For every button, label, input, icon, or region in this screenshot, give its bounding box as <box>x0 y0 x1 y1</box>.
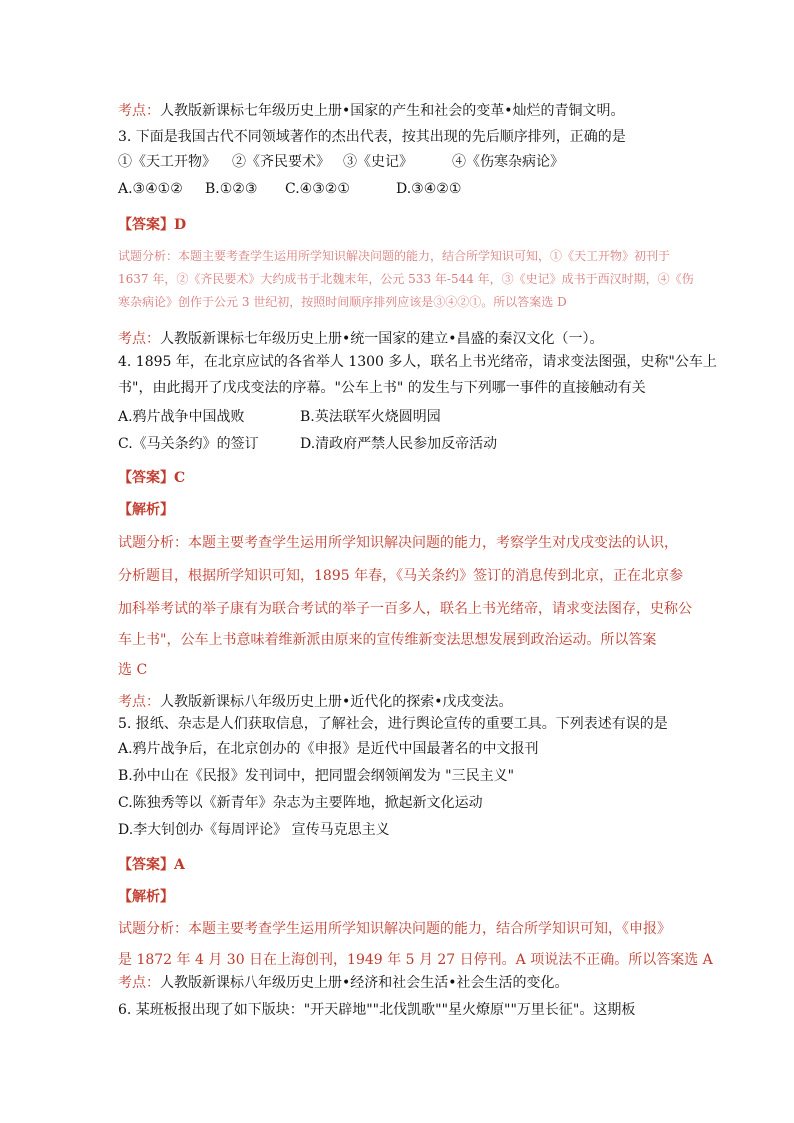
q5-analysis-line-2: 是 1872 年 4 月 30 日在上海创刊，1949 年 5 月 27 日停刊。A 项说法不正确。所以答案选 A <box>118 952 713 968</box>
q5-stem: 5. 报纸、杂志是人们获取信息，了解社会，进行舆论宣传的重要工具。下列表述有误的是 <box>118 716 668 732</box>
q5-analysis-line-1: 试题分析：本题主要考查学生运用所学知识解决问题的能力，结合所学知识可知，《申报》 <box>118 921 671 937</box>
q3-option-c: C.④③②① <box>285 181 350 197</box>
q4-analysis-line-5: 选 C <box>118 662 148 678</box>
q3-answer: 【答案】D <box>118 217 187 233</box>
q4-option-c: C.《马关条约》的签订 <box>118 436 259 452</box>
q5-option-d: D.李大钊创办《每周评论》 宣传马克思主义 <box>118 822 390 838</box>
q3-item-1: ①《天工开物》 <box>118 154 216 170</box>
q4-stem-line-2: 书"，由此揭开了戊戌变法的序幕。"公车上书" 的发生与下列哪一事件的直接触动有关 <box>118 380 646 396</box>
q4-answer: 【答案】C <box>118 470 186 486</box>
q5-kaodian <box>118 973 569 993</box>
q4-stem-line-1: 4. 1895 年，在北京应试的各省举人 1300 多人，联名上书光绪帝，请求变法图强，史称"公车上 <box>118 354 717 370</box>
q3-stem: 3. 下面是我国古代不同领域著作的杰出代表，按其出现的先后顺序排列，正确的是 <box>118 129 626 145</box>
q3-kaodian <box>118 329 604 349</box>
q4-analysis-line-1: 试题分析：本题主要考查学生运用所学知识解决问题的能力，考察学生对戊戌变法的认识， <box>118 535 678 551</box>
q5-option-a: A.鸦片战争后，在北京创办的《申报》是近代中国最著名的中文报刊 <box>118 741 539 757</box>
q3-option-d: D.③④②① <box>396 181 462 197</box>
kaodian-text: 人教版新课标八年级历史上册•经济和社会生活•社会生活的变化。 <box>160 975 569 991</box>
q4-analysis-line-2: 分析题目，根据所学知识可知，1895 年春，《马关条约》签订的消息传到北京，正在北京参 <box>118 568 684 584</box>
q4-option-a: A.鸦片战争中国战败 <box>118 409 245 425</box>
kaodian-label: 考点： <box>118 331 160 347</box>
q3-item-3: ③《史记》 <box>343 154 413 170</box>
kaodian-text: 人教版新课标七年级历史上册•统一国家的建立•昌盛的秦汉文化（一）。 <box>160 331 604 347</box>
kaodian-text: 人教版新课标八年级历史上册•近代化的探索•戊戌变法。 <box>160 694 513 710</box>
q5-answer: 【答案】A <box>118 857 185 873</box>
q4-analysis-line-3: 加科举考试的举子康有为联合考试的举子一百多人，联名上书光绪帝，请求变法图存，史称公 <box>118 601 692 617</box>
q4-option-b: B.英法联军火烧圆明园 <box>300 409 441 425</box>
q3-analysis-line-2: 1637 年，②《齐民要术》大约成书于北魏末年，公元 533 年-544 年，③《史记》成书于西汉时期，④《伤 <box>118 272 694 286</box>
q3-option-a: A.③④①② <box>118 181 183 197</box>
q3-option-b: B.①②③ <box>205 181 258 197</box>
q5-option-b: B.孙中山在《民报》发刊词中，把同盟会纲领阐发为 "三民主义" <box>118 768 515 784</box>
q5-option-c: C.陈独秀等以《新青年》杂志为主要阵地，掀起新文化运动 <box>118 795 483 811</box>
q3-item-4: ④《伤寒杂病论》 <box>452 154 564 170</box>
kaodian-text: 人教版新课标七年级历史上册•国家的产生和社会的变革•灿烂的青铜文明。 <box>160 103 625 119</box>
q5-analysis-label: 【解析】 <box>118 889 174 905</box>
q4-option-d: D.清政府严禁人民参加反帝活动 <box>300 436 498 452</box>
q3-item-2: ②《齐民要术》 <box>232 154 330 170</box>
kaodian-label: 考点： <box>118 975 160 991</box>
q4-kaodian <box>118 692 513 712</box>
q4-analysis-label: 【解析】 <box>118 502 174 518</box>
q3-analysis-line-3: 寒杂病论》创作于公元 3 世纪初，按照时间顺序排列应该是③④②①。所以答案选 D <box>118 295 567 309</box>
q4-analysis-line-4: 车上书"，公车上书意味着维新派由原来的宣传维新变法思想发展到政治运动。所以答案 <box>118 632 657 648</box>
kaodian-label: 考点： <box>118 694 160 710</box>
kaodian-line-1 <box>118 101 625 121</box>
kaodian-label: 考点： <box>118 103 160 119</box>
q6-stem: 6. 某班板报出现了如下版块："开天辟地""北伐凯歌""星火燎原""万里长征"。这期板 <box>118 1002 636 1018</box>
q3-analysis-line-1: 试题分析：本题主要考查学生运用所学知识解决问题的能力，结合所学知识可知，①《天工开物》初刊于 <box>118 249 671 263</box>
